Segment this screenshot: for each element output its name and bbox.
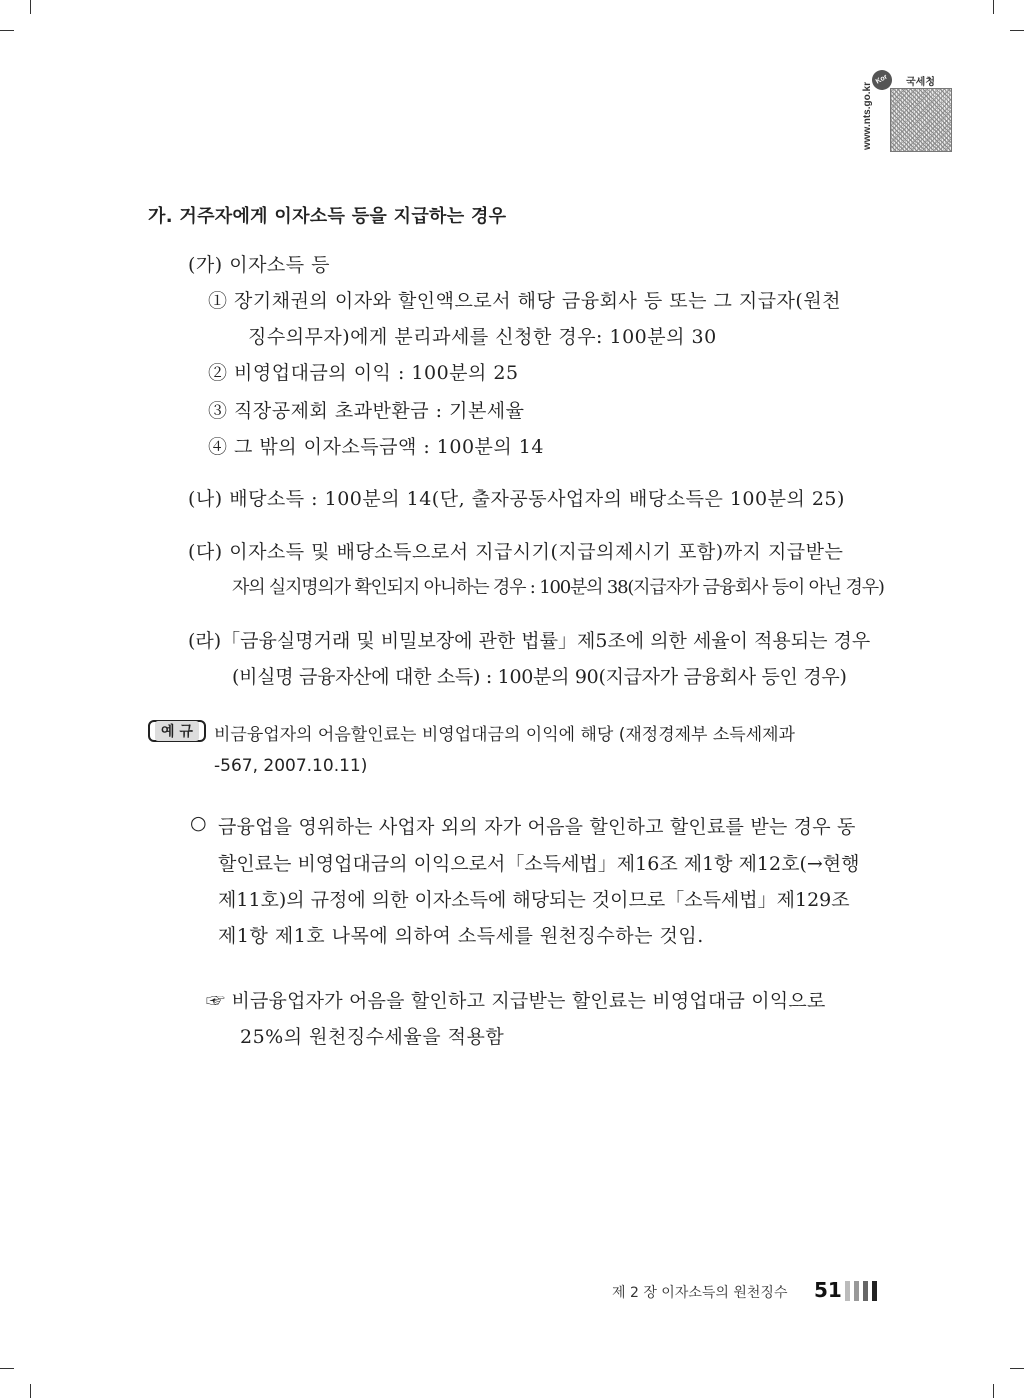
footer-bars — [845, 1281, 877, 1301]
item-ga-sub3: ③ 직장공제회 초과반환금 : 기본세율 — [208, 400, 525, 422]
footer-bar — [872, 1281, 877, 1301]
nts-logo-mark: Kor — [868, 66, 895, 93]
item-da-line1: (다) 이자소득 및 배당소득으로서 지급시기(지급의제시기 포함)까지 지급받는 — [188, 541, 844, 563]
item-ra-line2: (비실명 금융자산에 대한 소득) : 100분의 90(지급자가 금융회사 등인 경우) — [232, 666, 847, 688]
footer-chapter-title: 제 2 장 이자소득의 원천징수 — [612, 1285, 788, 1301]
explanation-line1: 금융업을 영위하는 사업자 외의 자가 어음을 할인하고 할인료를 받는 경우 동 — [218, 816, 856, 838]
crop-mark-top-right — [993, 0, 994, 14]
footer-bar — [845, 1281, 850, 1301]
explanation-bullet-icon: ○ — [190, 812, 208, 834]
crop-mark-bottom-left-h — [0, 1368, 14, 1369]
item-ga-sub4: ④ 그 밖의 이자소득금액 : 100분의 14 — [208, 436, 544, 458]
nts-logo-name: 국세청 — [906, 77, 935, 88]
crop-mark-top-left — [30, 0, 31, 14]
qr-code-icon[interactable] — [890, 88, 952, 152]
ruling-line1: 비금융업자의 어음할인료는 비영업대금의 이익에 해당 (재정경제부 소득세제과 — [214, 725, 795, 745]
item-ra-line1: (라)「금융실명거래 및 비밀보장에 관한 법률」제5조에 의한 세율이 적용되는 경우 — [188, 630, 871, 652]
crop-mark-bottom-left — [30, 1384, 31, 1398]
crop-mark-bottom-right-h — [1010, 1368, 1024, 1369]
crop-mark-top-right-h — [1010, 30, 1024, 31]
footer-bar — [854, 1281, 859, 1301]
crop-mark-bottom-right — [993, 1384, 994, 1398]
page-number: 51 — [814, 1278, 842, 1302]
explanation-line4: 제1항 제1호 나목에 의하여 소득세를 원천징수하는 것임. — [218, 925, 704, 947]
note-line1: ☞ 비금융업자가 어음을 할인하고 지급받는 할인료는 비영업대금 이익으로 — [206, 990, 826, 1012]
item-ga-sub1-line1: ① 장기채권의 이자와 할인액으로서 해당 금융회사 등 또는 그 지급자(원천 — [208, 290, 842, 312]
explanation-line2: 할인료는 비영업대금의 이익으로서「소득세법」제16조 제1항 제12호(→현행 — [218, 853, 860, 875]
ruling-badge-label: 예 규 — [155, 721, 199, 741]
item-ga-sub2: ② 비영업대금의 이익 : 100분의 25 — [208, 362, 519, 384]
section-heading: 가. 거주자에게 이자소득 등을 지급하는 경우 — [148, 206, 507, 227]
nts-logo-url: www.nts.go.kr — [862, 82, 873, 150]
explanation-line3: 제11호)의 규정에 의한 이자소득에 해당되는 것이므로「소득세법」제129조 — [218, 889, 850, 911]
note-line2: 25%의 원천징수세율을 적용함 — [240, 1026, 505, 1048]
item-ga-label: (가) 이자소득 등 — [188, 254, 331, 276]
ruling-line2: -567, 2007.10.11) — [214, 756, 368, 776]
item-da-line2: 자의 실지명의가 확인되지 아니하는 경우 : 100분의 38(지급자가 금융회사 등이 아닌 경우) — [232, 577, 884, 598]
ruling-badge — [148, 720, 206, 742]
item-na: (나) 배당소득 : 100분의 14(단, 출자공동사업자의 배당소득은 100분의 25) — [188, 488, 845, 510]
footer-bar — [863, 1281, 868, 1301]
item-ga-sub1-line2: 징수의무자)에게 분리과세를 신청한 경우: 100분의 30 — [248, 326, 717, 348]
crop-mark-top-left-h — [0, 30, 14, 31]
